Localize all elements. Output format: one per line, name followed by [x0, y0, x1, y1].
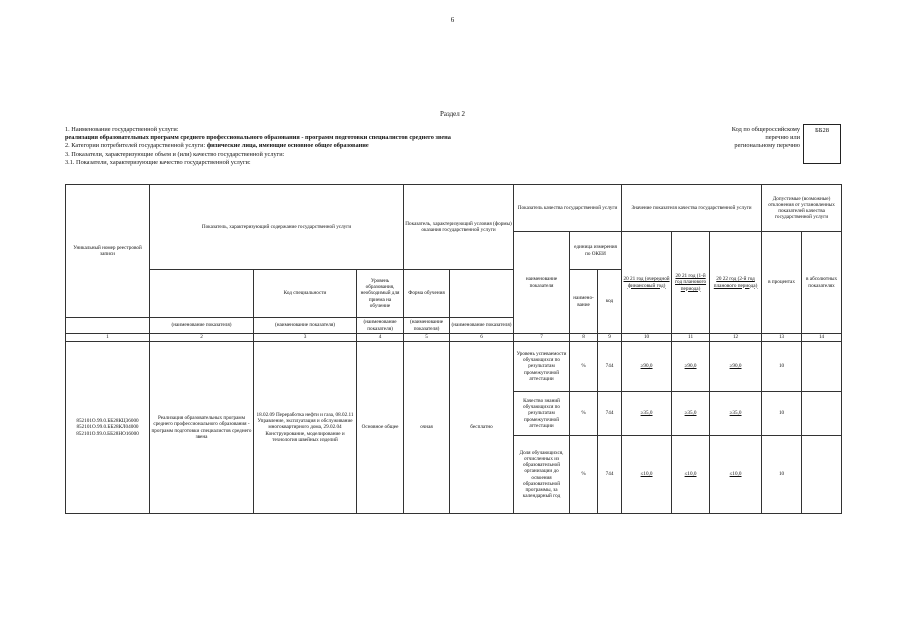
indicator-unit: % — [570, 392, 598, 436]
indicator-deviation-percent: 10 — [762, 392, 802, 436]
column-numbers-row: 1 2 3 4 5 6 7 8 9 10 11 12 13 14 — [66, 334, 842, 342]
header-unit: единица измерения по ОКЕИ — [570, 232, 622, 270]
indicator-value-1: ≥35,0 — [622, 392, 672, 436]
indicator-deviation-percent: 10 — [762, 436, 802, 514]
subheader-name-3: (наименование показателя) — [357, 318, 404, 334]
indicator-value-2: ≥90,0 — [672, 342, 710, 392]
header-year-3: 20 22 год (2-й год планового периода) — [710, 232, 762, 334]
indicator-name: Качество знаний обучающихся по результатам промежуточной аттестации — [514, 392, 570, 436]
education-level: Основное общее — [357, 342, 404, 514]
table-row — [66, 342, 842, 392]
header-unit-code: код — [598, 270, 622, 334]
header-year-2: 20 21 год (1-й год планового периода) — [672, 232, 710, 334]
unique-codes: 852101О.99.0.ББ28КЦ36000 852101О.99.0.ББ28КЛ04000 852101О.99.0.ББ28НО16000 — [66, 342, 150, 514]
subheader-name-5: (наименование показателя) — [450, 318, 514, 334]
indicator-value-2: ≤10,0 — [672, 436, 710, 514]
indicator-code: 744 — [598, 392, 622, 436]
consumer-category: 2. Категории потребителей государственной услуги: физические лица, имеющие основное общее образование — [65, 142, 369, 150]
indicator-deviation-absolute — [802, 392, 842, 436]
subheader-name-1: (наименование показателя) — [150, 318, 254, 334]
header-conditions-indicator: Показатель, характеризующий условия (формы) оказания государственной услуги — [404, 185, 514, 270]
specialty-codes: 18.02.09 Переработка нефти и газа, 08.02.11 Управление, эксплуатация и обслуживание многоквартирного дома, 29.02.04 Конструирование, моделирование и технология швейных изделий — [254, 342, 357, 514]
header-indicator-name: наименование показателя — [514, 232, 570, 334]
indicators-heading: 3. Показатели, характеризующие объем и (или) качество государственной услуги: — [65, 150, 285, 158]
page-number: 6 — [450, 16, 455, 24]
section-title: Раздел 2 — [439, 110, 466, 118]
study-form: очная — [404, 342, 450, 514]
indicator-value-3: ≥35,0 — [710, 392, 762, 436]
quality-indicators-heading: 3.1. Показатели, характеризующие качество государственной услуги: — [65, 158, 251, 166]
header-education-level: Уровень образования, необходимый для приема на обучение — [357, 270, 404, 318]
indicator-deviation-absolute — [802, 436, 842, 514]
quality-indicators-table — [65, 184, 842, 514]
header-conditions-2 — [450, 270, 514, 318]
header-deviation-percent: в процентах — [762, 232, 802, 334]
header-unique-number: Уникальный номер реестровой записи — [66, 185, 150, 318]
indicator-name: Доля обучающихся, отчисленных из образовательной организации до освоения образовательной программы, за календарный год — [514, 436, 570, 514]
indicator-unit: % — [570, 436, 598, 514]
program-name: Реализация образовательных программ среднего профессионального образования - программ подготовки специалистов среднего звена — [150, 342, 254, 514]
header-deviation: Допустимые (возможные) отклонения от установленных показателей качества государственной услуги — [762, 185, 842, 232]
indicator-deviation-percent: 10 — [762, 342, 802, 392]
service-name-label: 1. Наименование государственной услуги: — [65, 126, 179, 133]
registry-code-label: Код по общероссийскому перечню или региональному перечню — [731, 126, 800, 150]
header-specialty-code: Код специальности — [254, 270, 357, 318]
indicator-value-3: ≤10,0 — [710, 436, 762, 514]
service-name: реализация образовательных программ среднего профессионального образования - программ подготовки специалистов среднего звена — [65, 134, 451, 142]
service-description — [65, 126, 705, 167]
header-year-1: 20 21 год (очередной финансовый год) — [622, 232, 672, 334]
subheader-name-4: (наименование показателя) — [404, 318, 450, 334]
indicator-value-3: ≥90,0 — [710, 342, 762, 392]
subheader-blank — [66, 318, 150, 334]
cost-condition: бесплатно — [450, 342, 514, 514]
indicator-name: Уровень успеваемости обучающихся по результатам промежуточной аттестации — [514, 342, 570, 392]
subheader-name-2: (наименование показателя) — [254, 318, 357, 334]
indicator-value-1: ≥90,0 — [622, 342, 672, 392]
indicator-code: 744 — [598, 342, 622, 392]
header-quality-indicator: Показатель качества государственной услуги — [514, 185, 622, 232]
registry-code-box: ББ28 — [803, 124, 841, 164]
indicator-code: 744 — [598, 436, 622, 514]
indicator-value-1: ≤10,0 — [622, 436, 672, 514]
header-unit-name: наимено-вание — [570, 270, 598, 334]
header-study-form: Форма обучения — [404, 270, 450, 318]
header-content-indicator: Показатель, характеризующий содержание государственной услуги — [150, 185, 404, 270]
header-deviation-absolute: в абсолютных показателях — [802, 232, 842, 334]
indicator-value-2: ≥35,0 — [672, 392, 710, 436]
header-content-2 — [150, 270, 254, 318]
indicator-unit: % — [570, 342, 598, 392]
header-quality-values: Значение показателя качества государственной услуги — [622, 185, 762, 232]
indicator-deviation-absolute — [802, 342, 842, 392]
